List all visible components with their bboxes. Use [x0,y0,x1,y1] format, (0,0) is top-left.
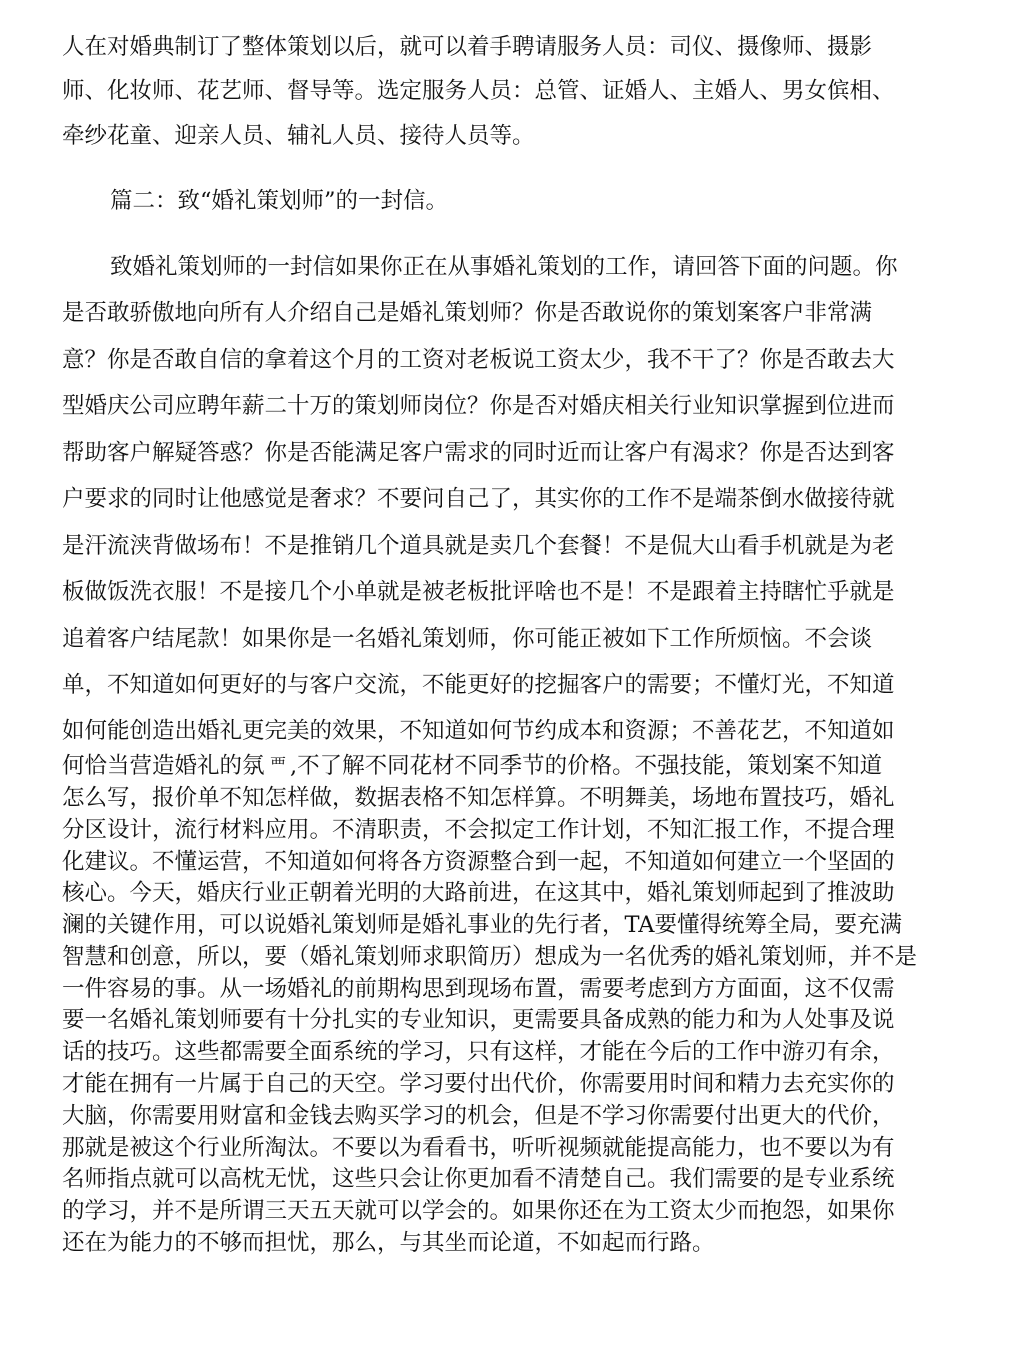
text-line: 大脑，你需要用财富和金钱去购买学习的机会，但是不学习你需要付出更大的代价， [62,1103,895,1129]
text-line: 何恰当营造婚礼的氛 [62,753,265,779]
text-line: 板做饭洗衣服！不是接几个小单就是被老板批评啥也不是！不是跟着主持瞎忙乎就是 [62,579,895,605]
text-line: 师、化妆师、花艺师、督导等。选定服务人员：总管、证婚人、主婚人、男女傧相、 [62,78,895,104]
text-line: 人在对婚典制订了整体策划以后，就可以着手聘请服务人员：司仪、摄像师、摄影 [62,34,873,60]
text-line: 户要求的同时让他感觉是奢求？不要问自己了，其实你的工作不是端茶倒水做接待就 [62,486,895,512]
text-line: 牵纱花童、迎亲人员、辅礼人员、接待人员等。 [62,123,535,149]
text-line: 是否敢骄傲地向所有人介绍自己是婚礼策划师？你是否敢说你的策划案客户非常满 [62,300,873,326]
text-line: 那就是被这个行业所淘汰。不要以为看看书，听听视频就能提高能力，也不要以为有 [62,1135,895,1161]
text-line: 要一名婚礼策划师要有十分扎实的专业知识，更需要具备成熟的能力和为人处事及说 [62,1007,895,1033]
text-line: 的学习，并不是所谓三天五天就可以学会的。如果你还在为工资太少而抱怨，如果你 [62,1198,895,1224]
text-line: 怎么写，报价单不知怎样做，数据表格不知怎样算。不明舞美，场地布置技巧，婚礼 [62,785,895,811]
text-line: 致婚礼策划师的一封信如果你正在从事婚礼策划的工作，请回答下面的问题。你 [110,254,898,280]
text-line: 意？你是否敢自信的拿着这个月的工资对老板说工资太少，我不干了？你是否敢去大 [62,347,895,373]
text-line: 化建议。不懂运营，不知道如何将各方资源整合到一起，不知道如何建立一个坚固的 [62,849,895,875]
text-line: 一件容易的事。从一场婚礼的前期构思到现场布置，需要考虑到方方面面，这不仅需 [62,976,895,1002]
text-line: 帮助客户解疑答惑？你是否能满足客户需求的同时近而让客户有渴求？你是否达到客 [62,440,895,466]
text-line: 名师指点就可以高枕无忧，这些只会让你更加看不清楚自己。我们需要的是专业系统 [62,1166,895,1192]
text-line: 还在为能力的不够而担忧，那么，与其坐而论道，不如起而行路。 [62,1230,715,1256]
text-line-tail: ,不了解不同花材不同季节的价格。不强技能，策划案不知道 [290,753,883,779]
text-line: 澜的关键作用，可以说婚礼策划师是婚礼事业的先行者，TA要懂得统筹全局，要充满 [62,912,903,938]
text-line: 单，不知道如何更好的与客户交流，不能更好的挖掘客户的需要；不懂灯光，不知道 [62,672,895,698]
text-line: 是汗流浃背做场布！不是推销几个道具就是卖几个套餐！不是侃大山看手机就是为老 [62,533,895,559]
broken-glyph: 覀 [270,755,287,774]
text-line: 话的技巧。这些都需要全面系统的学习，只有这样，才能在今后的工作中游刃有余， [62,1039,895,1065]
section-heading: 篇二：致“婚礼策划师”的一封信。 [110,188,449,214]
text-line: 智慧和创意，所以，要（婚礼策划师求职简历）想成为一名优秀的婚礼策划师，并不是 [62,944,918,970]
text-line: 型婚庆公司应聘年薪二十万的策划师岗位？你是否对婚庆相关行业知识掌握到位进而 [62,393,895,419]
text-line: 才能在拥有一片属于自己的天空。学习要付出代价，你需要用时间和精力去充实你的 [62,1071,895,1097]
text-line: 核心。今天，婚庆行业正朝着光明的大路前进，在这其中，婚礼策划师起到了推波助 [62,880,895,906]
text-line: 追着客户结尾款！如果你是一名婚礼策划师，你可能正被如下工作所烦恼。不会谈 [62,626,873,652]
text-line: 如何能创造出婚礼更完美的效果，不知道如何节约成本和资源；不善花艺，不知道如 [62,718,895,744]
text-line: 分区设计，流行材料应用。不清职责，不会拟定工作计划，不知汇报工作，不提合理 [62,817,895,843]
